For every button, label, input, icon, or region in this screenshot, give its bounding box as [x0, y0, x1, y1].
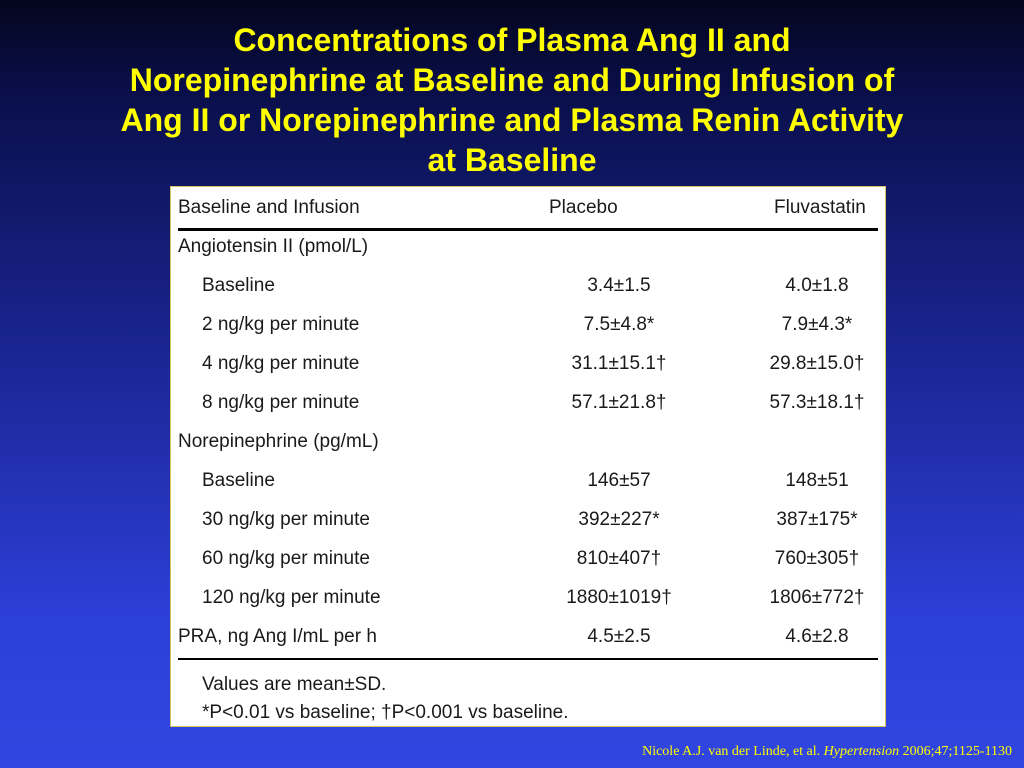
fluvastatin-value: 387±175* — [776, 509, 858, 530]
row-label: 120 ng/kg per minute — [202, 587, 381, 608]
placebo-value: 810±407† — [576, 548, 662, 569]
row-label: Angiotensin II (pmol/L) — [178, 236, 369, 257]
placebo-value: 392±227* — [578, 509, 660, 530]
fluvastatin-value: 4.0±1.8 — [785, 275, 849, 296]
placebo-value: 3.4±1.5 — [587, 275, 651, 296]
placebo-value: 4.5±2.5 — [587, 626, 651, 647]
row-label: 8 ng/kg per minute — [202, 392, 360, 413]
fluvastatin-value: 760±305† — [774, 548, 860, 569]
slide-title: Concentrations of Plasma Ang II and Norepinephrine at Baseline and During Infusion of Ang II or Norepinephrine and Plasma Renin Activity at Baseline — [120, 22, 904, 178]
placebo-value: 146±57 — [587, 470, 651, 491]
fluvastatin-value: 148±51 — [785, 470, 849, 491]
table-note: *P<0.01 vs baseline; †P<0.001 vs baseline. — [202, 702, 569, 723]
placebo-value: 57.1±21.8† — [571, 392, 667, 413]
fluvastatin-value: 29.8±15.0† — [769, 353, 865, 374]
data-table — [170, 186, 886, 727]
row-label: Norepinephrine (pg/mL) — [178, 431, 379, 452]
column-header-placebo: Placebo — [549, 197, 618, 218]
placebo-value: 1880±1019† — [566, 587, 672, 608]
fluvastatin-value: 57.3±18.1† — [769, 392, 865, 413]
table-notes — [202, 671, 569, 727]
row-label: Baseline — [202, 275, 275, 296]
citation-journal: Hypertension — [823, 744, 900, 759]
row-label: 60 ng/kg per minute — [202, 548, 370, 569]
row-label: 2 ng/kg per minute — [202, 314, 360, 335]
placebo-value: 7.5±4.8* — [583, 314, 655, 335]
row-label: Baseline — [202, 470, 275, 491]
citation-ref: 2006;47;1125-1130 — [902, 744, 1012, 759]
placebo-value: 31.1±15.1† — [571, 353, 667, 374]
row-label: 4 ng/kg per minute — [202, 353, 360, 374]
table-header-rule — [178, 228, 878, 231]
fluvastatin-value: 1806±772† — [769, 587, 865, 608]
fluvastatin-value: 4.6±2.8 — [785, 626, 849, 647]
column-header-fluvastatin: Fluvastatin — [774, 197, 866, 218]
table-footer-rule — [178, 658, 878, 660]
table-note: Values are mean±SD. — [202, 674, 387, 695]
citation — [642, 744, 1012, 760]
citation-authors: Nicole A.J. van der Linde, et al. — [642, 744, 821, 759]
row-label: 30 ng/kg per minute — [202, 509, 370, 530]
fluvastatin-value: 7.9±4.3* — [781, 314, 853, 335]
column-header-baseline-infusion: Baseline and Infusion — [178, 197, 360, 218]
row-label: PRA, ng Ang I/mL per h — [178, 626, 377, 647]
